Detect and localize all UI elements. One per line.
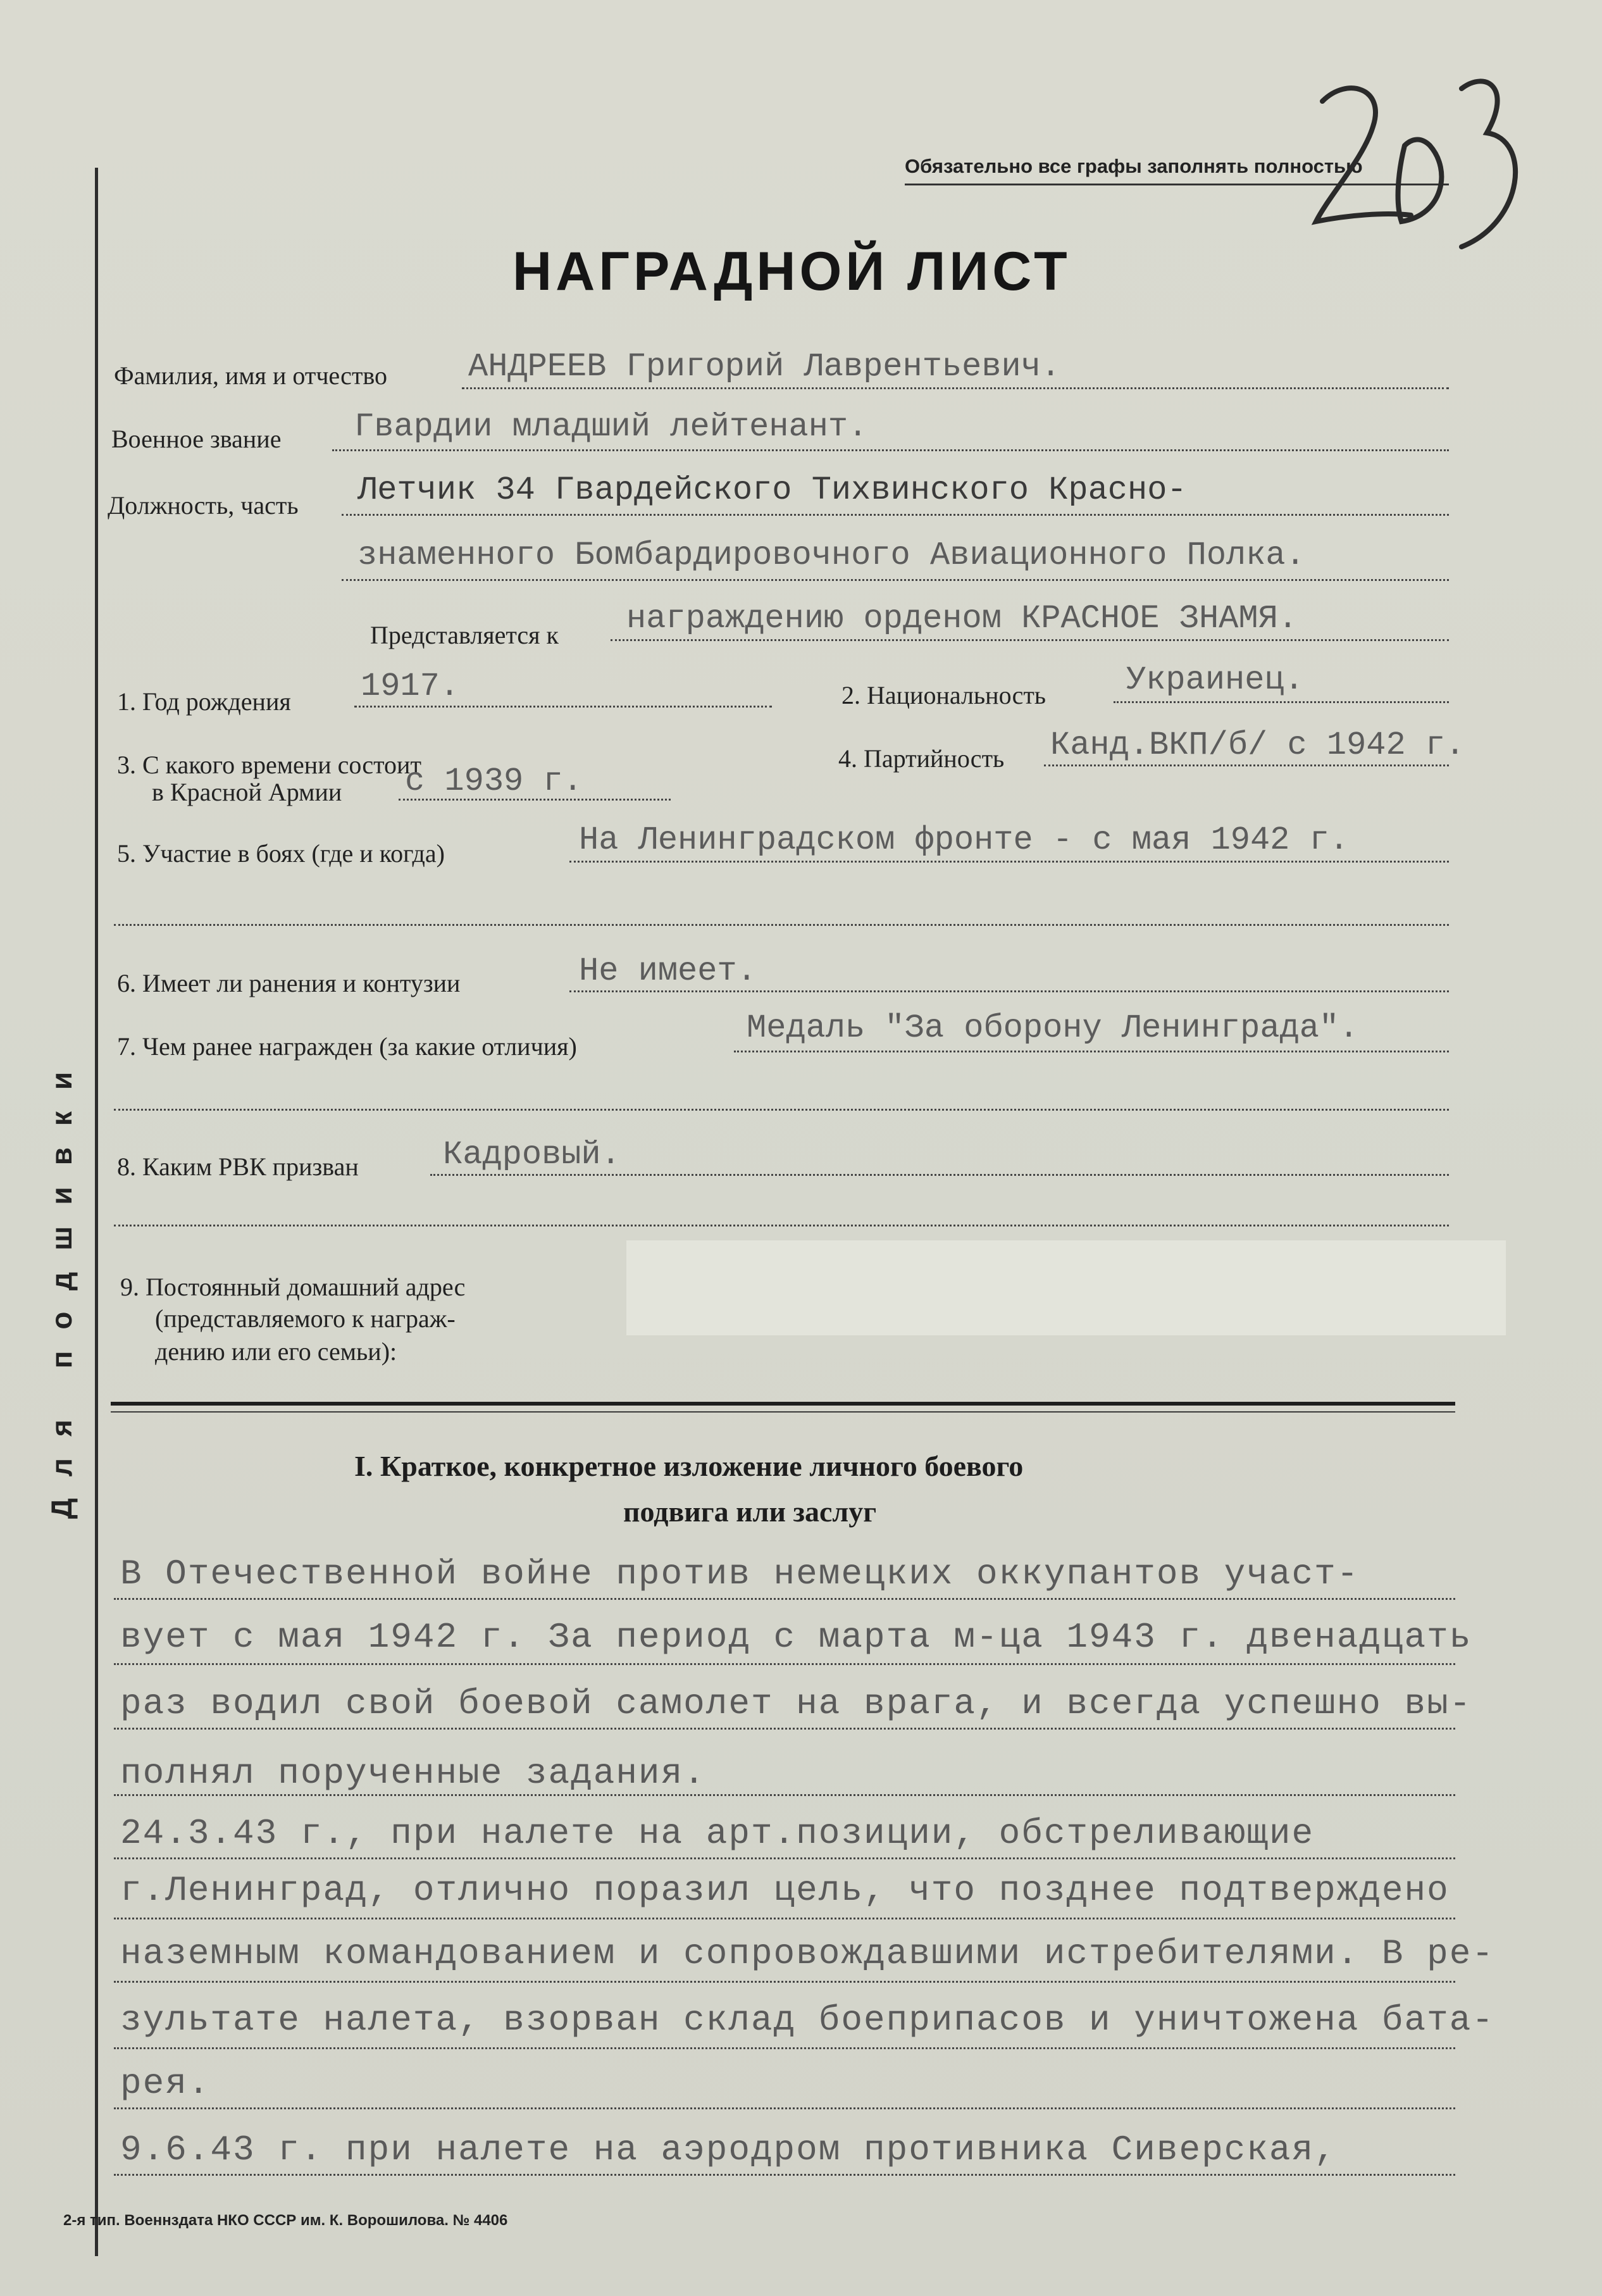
party-line (1044, 764, 1449, 766)
narrative-line-7: наземным командованием и сопровождавшими истребителями. В ре- (120, 1933, 1494, 1974)
rvk-label: 8. Каким РВК призван (117, 1152, 359, 1181)
battles-value: На Ленинградском фронте - с мая 1942 г. (579, 821, 1349, 859)
narrative-rule-8 (114, 2047, 1455, 2049)
narrative-line-1: В Отечественной войне против немецких оккупантов участ- (120, 1554, 1360, 1594)
wounds-line (569, 990, 1449, 992)
nationality-value: Украинец. (1126, 661, 1304, 699)
rank-label: Военное звание (111, 425, 282, 453)
narrative-rule-2 (114, 1663, 1455, 1665)
narrative-line-3: раз водил свой боевой самолет на врага, и всегда успешно вы- (120, 1683, 1472, 1724)
narrative-rule-3 (114, 1728, 1455, 1730)
narrative-rule-4 (114, 1794, 1455, 1796)
page-title: НАГРАДНОЙ ЛИСТ (512, 241, 1071, 302)
print-footer: 2-я тип. Военнздата НКО СССР им. К. Ворошилова. № 4406 (63, 2212, 508, 2229)
birth-value: 1917. (361, 668, 460, 705)
section-heading-line-2: подвига или заслуг (623, 1495, 877, 1528)
battles-label: 5. Участие в боях (где и когда) (117, 839, 445, 868)
nationality-line (1114, 701, 1449, 703)
narrative-line-6: г.Ленинград, отлично поразил цель, что позднее подтверждено (120, 1870, 1450, 1911)
presented-label: Представляется к (370, 621, 559, 649)
rvk-value: Кадровый. (443, 1136, 621, 1173)
birth-line (354, 706, 772, 708)
narrative-rule-1 (114, 1598, 1455, 1600)
narrative-rule-6 (114, 1918, 1455, 1919)
narrative-rule-10 (114, 2174, 1455, 2176)
birth-label: 1. Год рождения (117, 687, 291, 716)
awards-value: Медаль "За оборону Ленинграда". (747, 1009, 1359, 1047)
narrative-line-4: полнял порученные задания. (120, 1753, 706, 1794)
narrative-line-9: рея. (120, 2063, 211, 2104)
narrative-line-8: зультате налета, взорван склад боеприпасов и уничтожена бата- (120, 2000, 1494, 2040)
position-line-2 (342, 579, 1449, 581)
party-value: Канд.ВКП/б/ с 1942 г. (1050, 727, 1465, 764)
address-redacted-area (626, 1240, 1506, 1335)
awards-line-1 (734, 1051, 1449, 1052)
rvk-line-2 (114, 1225, 1449, 1226)
narrative-rule-7 (114, 1981, 1455, 1983)
header-note: Обязательно все графы заполнять полностью (905, 155, 1363, 177)
position-line-1 (342, 514, 1449, 516)
fio-label: Фамилия, имя и отчество (114, 361, 388, 390)
rank-value: Гвардии младший лейтенант. (354, 408, 868, 446)
awards-label: 7. Чем ранее награжден (за какие отличия) (117, 1032, 577, 1061)
position-label: Должность, часть (108, 491, 299, 520)
army-since-label-2: в Красной Армии (152, 778, 342, 806)
presented-value: награждению орденом КРАСНОЕ ЗНАМЯ. (626, 600, 1298, 637)
rvk-line-1 (430, 1174, 1449, 1176)
position-value-line-2: знаменного Бомбардировочного Авиационного Полка. (357, 537, 1305, 574)
wounds-value: Не имеет. (579, 952, 757, 990)
fio-value: АНДРЕЕВ Григорий Лаврентьевич. (468, 348, 1061, 385)
narrative-line-2: вует с мая 1942 г. За период с марта м-ца 1943 г. двенадцать (120, 1617, 1472, 1657)
awards-line-2 (114, 1109, 1449, 1111)
handwritten-sheet-number-stamp (1291, 63, 1544, 278)
address-label-1: 9. Постоянный домашний адрес (120, 1273, 466, 1301)
binding-margin-line (95, 168, 98, 2256)
position-value-line-1: Летчик 34 Гвардейского Тихвинского Красно- (357, 471, 1187, 509)
narrative-line-5: 24.3.43 г., при налете на арт.позиции, обстреливающие (120, 1813, 1315, 1854)
battles-line-2 (114, 924, 1449, 926)
rank-line (332, 449, 1449, 451)
section-divider-thin (111, 1411, 1455, 1413)
section-divider-thick (111, 1402, 1455, 1406)
fio-line (462, 387, 1449, 389)
nationality-label: 2. Национальность (841, 681, 1046, 709)
wounds-label: 6. Имеет ли ранения и контузии (117, 969, 461, 997)
binding-margin-label: Для подшивки (45, 1050, 78, 1519)
army-since-line (399, 799, 671, 801)
address-label-3: дению или его семьи): (155, 1337, 397, 1366)
army-since-value: с 1939 г. (405, 763, 583, 800)
army-since-label-1: 3. С какого времени состоит (117, 751, 421, 779)
narrative-rule-9 (114, 2107, 1455, 2109)
address-label-2: (представляемого к награж- (155, 1304, 456, 1333)
battles-line-1 (569, 861, 1449, 863)
section-heading-line-1: I. Краткое, конкретное изложение личного боевого (354, 1450, 1024, 1482)
narrative-line-10: 9.6.43 г. при налете на аэродром противника Сиверская, (120, 2130, 1337, 2170)
narrative-rule-5 (114, 1857, 1455, 1859)
party-label: 4. Партийность (838, 744, 1005, 773)
presented-line (611, 639, 1449, 641)
